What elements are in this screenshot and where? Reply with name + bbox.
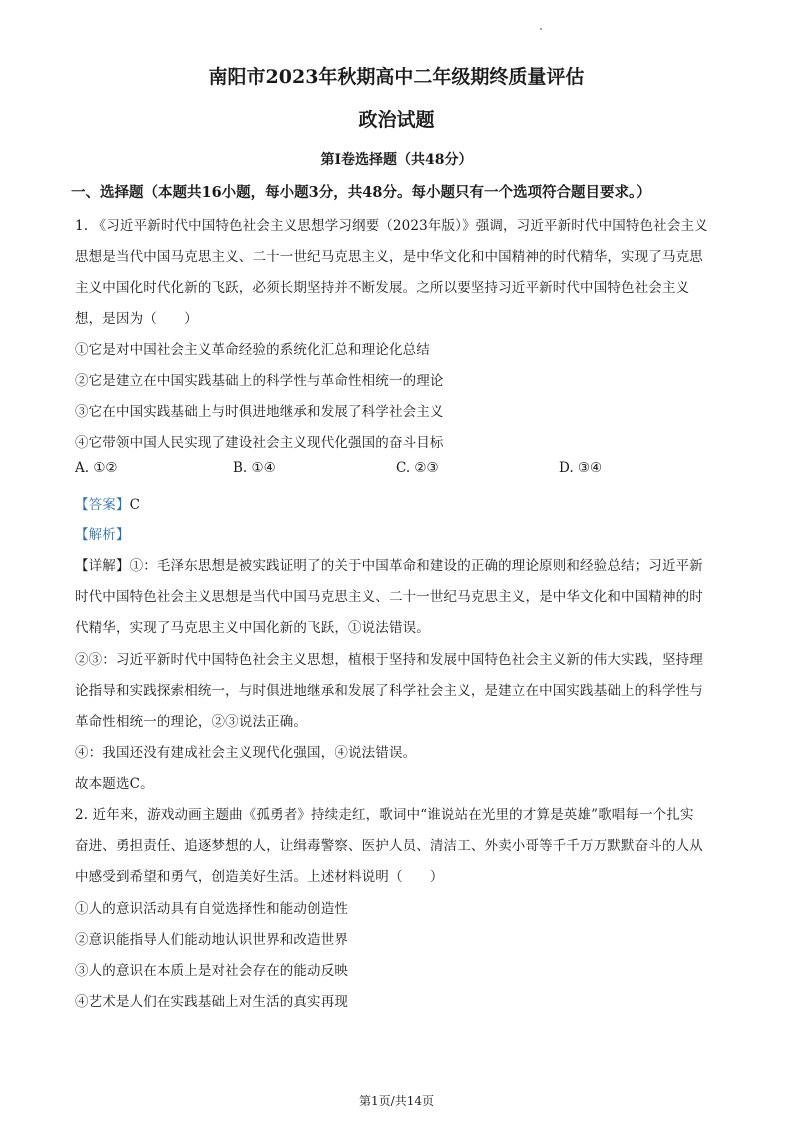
analysis-tag: 【解析】 [75, 527, 130, 543]
q1-detail-line: 论指导和实践探索相统一，与时俱进地继承和发展了科学社会主义，是建立在中国实践基础上的科学性与 [75, 683, 703, 699]
q1-detail-line: 故本题选C。 [75, 776, 154, 792]
exam-title: 南阳市2023年秋期高中二年级期终质量评估 [208, 66, 585, 88]
q1-statement: ③它在中国实践基础上与时俱进地继承和发展了科学社会主义 [75, 404, 444, 420]
q1-detail-line: ②③：习近平新时代中国特色社会主义思想，植根于坚持和发展中国特色社会主义新的伟大实践，坚持理 [75, 652, 703, 668]
q2-statement: ④艺术是人们在实践基础上对生活的真实再现 [75, 994, 348, 1010]
page-number: 第1页/共14页 [359, 1094, 434, 1108]
q1-detail-line: 时代中国特色社会主义思想是当代中国马克思主义、二十一世纪马克思主义，是中华文化和中国精神的时 [75, 589, 703, 605]
q1-stem-line: 想，是因为（ ） [75, 311, 198, 327]
answer-value: C [129, 497, 141, 513]
part-heading: 一、选择题（本题共16小题，每小题3分，共48分。每小题只有一个选项符合题目要求。） [71, 184, 651, 201]
q1-stem-line: 主义中国化时代化新的飞跃，必须长期坚持并不断发展。之所以要坚持习近平新时代中国特色社会主义 [75, 280, 690, 296]
q1-answer [75, 493, 140, 513]
q1-statement: ④它带领中国人民实现了建设社会主义现代化强国的奋斗目标 [75, 435, 444, 451]
q2-stem-line: 奋进、勇担责任、追逐梦想的人，让缉毒警察、医护人员、清洁工、外卖小哥等千千万万默默奋斗的人从 [75, 838, 703, 854]
option-b: B. ①④ [233, 460, 276, 476]
detail-text: ①：毛泽东思想是被实践证明了的关于中国革命和建设的正确的理论原则和经验总结；习近平新 [129, 558, 703, 574]
q2-statement: ③人的意识在本质上是对社会存在的能动反映 [75, 963, 348, 979]
section-title: 第Ⅰ卷选择题（共48分） [320, 152, 473, 168]
q1-stem-line: 1. 《习近平新时代中国特色社会主义思想学习纲要（2023年版）》强调，习近平新时代中国特色社会主义 [75, 218, 708, 234]
q2-stem-line: 2. 近年来，游戏动画主题曲《孤勇者》持续走红，歌词中“谁说站在光里的才算是英雄”歌唱每一个扎实 [75, 807, 694, 823]
q1-statement: ①它是对中国社会主义革命经验的系统化汇总和理论化总结 [75, 342, 430, 358]
option-c: C. ②③ [396, 460, 439, 476]
option-a: A. ①② [75, 460, 118, 476]
q1-stem-line: 思想是当代中国马克思主义、二十一世纪马克思主义，是中华文化和中国精神的时代精华，实现了马克思 [75, 249, 703, 265]
q2-stem-line: 中感受到希望和勇气，创造美好生活。上述材料说明（ ） [75, 869, 444, 885]
detail-tag: 【详解】 [75, 558, 130, 574]
scan-dot [540, 28, 542, 30]
q2-statement: ②意识能指导人们能动地认识世界和改造世界 [75, 932, 348, 948]
subject-title: 政治试题 [358, 109, 435, 131]
q1-detail-line [75, 554, 703, 574]
q1-detail-line: 代精华，实现了马克思主义中国化新的飞跃，①说法错误。 [75, 620, 430, 636]
answer-tag: 【答案】 [75, 497, 130, 513]
q1-detail-line: 革命性相统一的理论，②③说法正确。 [75, 714, 308, 730]
q2-statement: ①人的意识活动具有自觉选择性和能动创造性 [75, 901, 348, 917]
option-d: D. ③④ [559, 460, 603, 476]
q1-statement: ②它是建立在中国实践基础上的科学性与革命性相统一的理论 [75, 373, 444, 389]
q1-detail-line: ④：我国还没有建成社会主义现代化强国，④说法错误。 [75, 745, 417, 761]
q1-options [75, 460, 675, 482]
